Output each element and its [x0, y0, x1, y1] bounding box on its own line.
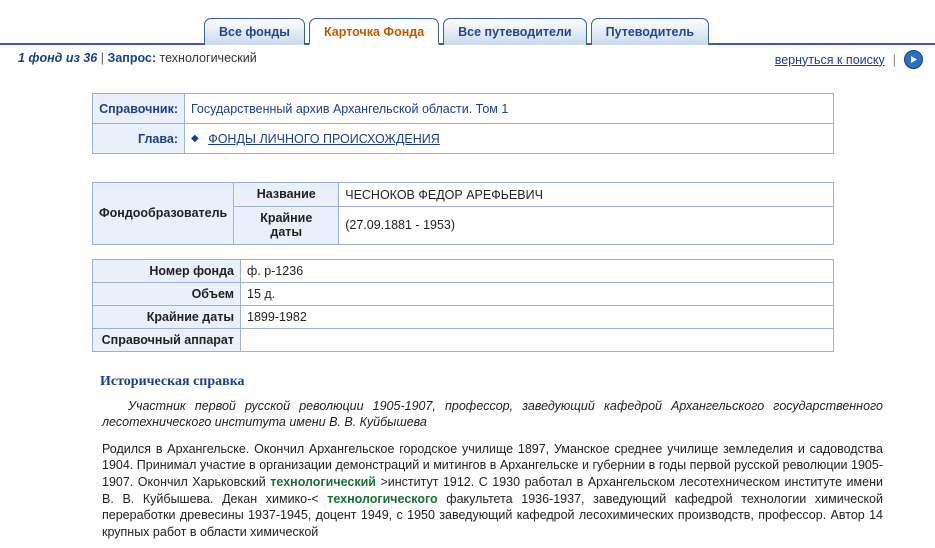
tab-guide[interactable]: Путеводитель	[591, 18, 709, 45]
table-row	[93, 259, 834, 282]
content-area	[0, 71, 935, 541]
tab-all-guides[interactable]: Все путеводители	[443, 18, 586, 45]
tab-all-funds[interactable]: Все фонды	[204, 18, 305, 45]
table-row	[93, 305, 834, 328]
reference-label: Справочник:	[93, 94, 185, 124]
query-label: Запрос:	[107, 51, 157, 65]
chapter-link[interactable]: ФОНДЫ ЛИЧНОГО ПРОИСХОЖДЕНИЯ	[208, 131, 440, 146]
history-body-part3: факультета 1936-1937, заведующий кафедрой технологии химической переработки древесины 1937-1945, доцент 1949, с 1950 заведующий кафедрой лесохимических производств, профессор. Автор 14 крупных работ в области химической	[102, 491, 883, 539]
history-body-part1: Родился в Архангельске. Окончил Архангельское городское училище 1897, Уманское среднее училище земледелия и садоводства 1904. Принимал участие в организации демонстраций и митингов в Архангельске и губернии в годы первой русской революции 1905-1907. Окончил Харьковский	[102, 441, 883, 489]
action-separator: |	[892, 52, 896, 67]
founder-dates-label-line2: даты	[270, 225, 303, 240]
fund-volume-value: 15 д.	[241, 282, 834, 305]
table-row	[93, 282, 834, 305]
query-actions	[775, 50, 923, 69]
arrow-right-icon[interactable]	[904, 50, 923, 69]
chapter-label: Глава:	[93, 124, 185, 154]
result-count: 1 фонд из 36	[18, 51, 98, 65]
history-body-text	[92, 441, 885, 541]
founder-table	[92, 182, 834, 245]
history-highlight-1: технологический	[270, 475, 376, 489]
reference-table	[92, 93, 834, 154]
back-to-search-link[interactable]: вернуться к поиску	[774, 52, 885, 67]
reference-value: Государственный архив Архангельской области. Том 1	[185, 94, 834, 124]
history-section-title: Историческая справка	[100, 373, 245, 389]
founder-dates-label-line1: Крайние	[260, 211, 313, 225]
founder-dates-value: (27.09.1881 - 1953)	[339, 207, 834, 245]
tab-fund-card[interactable]: Карточка Фонда	[309, 18, 439, 45]
query-bar	[0, 45, 935, 71]
table-row	[93, 94, 834, 124]
bullet-icon: ◆	[191, 132, 199, 144]
fund-apparatus-label: Справочный аппарат	[93, 328, 241, 351]
fund-number-value: ф. р-1236	[241, 259, 834, 282]
table-row	[93, 124, 834, 154]
history-highlight-2: технологического	[327, 491, 438, 506]
fund-details-table	[92, 259, 834, 352]
fund-dates-value: 1899-1982	[241, 305, 834, 328]
founder-row-label: Фондообразователь	[93, 183, 234, 245]
table-row	[93, 183, 834, 207]
founder-name-label: Название	[234, 183, 339, 207]
query-summary	[18, 51, 257, 65]
founder-name-value: ЧЕСНОКОВ ФЕДОР АРЕФЬЕВИЧ	[339, 183, 834, 207]
query-separator: |	[100, 51, 104, 65]
history-italic-text: Участник первой русской революции 1905-1907, профессор, заведующий кафедрой Архангельского государственного лесотехнического института имени В. В. Куйбышева	[102, 398, 883, 430]
fund-number-label: Номер фонда	[93, 259, 241, 282]
fund-dates-label: Крайние даты	[93, 305, 241, 328]
fund-volume-label: Объем	[93, 282, 241, 305]
founder-dates-label	[234, 207, 339, 245]
table-row	[93, 328, 834, 351]
query-value: технологический	[159, 51, 257, 65]
tab-bar	[0, 0, 935, 45]
history-body-part2: >институт 1912. С 1930 работал в Архангельском лесотехническом институте имени В. В. Куйбышева. Декан химико-<	[102, 475, 883, 506]
fund-apparatus-value	[241, 328, 834, 351]
chapter-value-cell	[185, 124, 834, 154]
